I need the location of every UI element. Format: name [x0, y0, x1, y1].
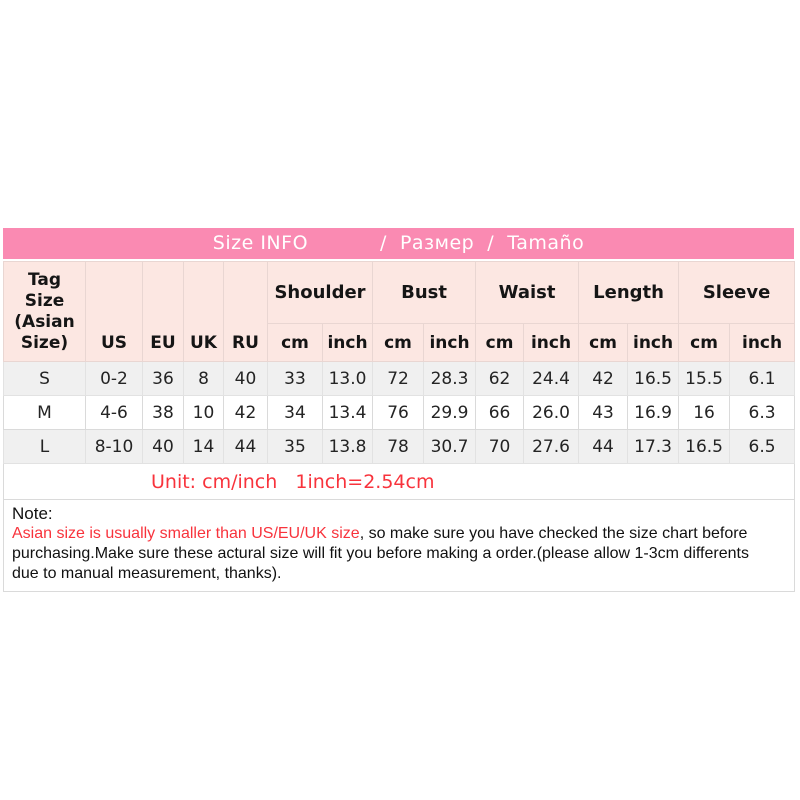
table-cell: 66: [476, 396, 524, 430]
unit-note: Unit: cm/inch 1inch=2.54cm: [4, 464, 795, 500]
header-row-groups: [4, 262, 795, 324]
sleeve-group-header: Sleeve: [679, 262, 795, 324]
table-cell: 29.9: [424, 396, 476, 430]
table-cell: 16.5: [628, 362, 679, 396]
table-cell: 26.0: [524, 396, 579, 430]
table-cell: 16: [679, 396, 730, 430]
table-cell: 17.3: [628, 430, 679, 464]
table-cell: 10: [184, 396, 224, 430]
note-red-text: Asian size is usually smaller than US/EU/UK size: [12, 525, 360, 542]
ru-column-header: RU: [224, 262, 268, 362]
note-section: [4, 500, 795, 592]
table-cell: 35: [268, 430, 323, 464]
table-row-s: [4, 362, 795, 396]
table-cell: 42: [224, 396, 268, 430]
note-line-2: purchasing.Make sure these actural size will fit you before making a order.(please allow 1-3cm differents: [12, 545, 749, 562]
table-cell: 13.4: [323, 396, 373, 430]
banner-title: Size INFO / Размер / Tamaño: [212, 232, 585, 254]
table-cell: 13.0: [323, 362, 373, 396]
table-cell: 40: [143, 430, 184, 464]
note-row: [4, 500, 795, 592]
unit-header-inch: inch: [730, 324, 795, 362]
table-cell: 14: [184, 430, 224, 464]
table-cell: 16.9: [628, 396, 679, 430]
size-label-cell: M: [4, 396, 86, 430]
unit-header-cm: cm: [679, 324, 730, 362]
table-cell: 40: [224, 362, 268, 396]
table-cell: 72: [373, 362, 424, 396]
table-cell: 24.4: [524, 362, 579, 396]
table-cell: 33: [268, 362, 323, 396]
size-label-cell: L: [4, 430, 86, 464]
table-cell: 0-2: [86, 362, 143, 396]
eu-column-header: EU: [143, 262, 184, 362]
table-row-l: [4, 430, 795, 464]
table-cell: 70: [476, 430, 524, 464]
size-table: [3, 261, 795, 592]
note-line-1-rest: , so make sure you have checked the size chart before: [359, 525, 748, 542]
table-cell: 27.6: [524, 430, 579, 464]
unit-header-inch: inch: [424, 324, 476, 362]
table-cell: 44: [224, 430, 268, 464]
unit-note-row: [4, 464, 795, 500]
table-cell: 8: [184, 362, 224, 396]
table-cell: 36: [143, 362, 184, 396]
table-cell: 43: [579, 396, 628, 430]
uk-column-header: UK: [184, 262, 224, 362]
waist-group-header: Waist: [476, 262, 579, 324]
us-column-header: US: [86, 262, 143, 362]
table-cell: 6.3: [730, 396, 795, 430]
table-cell: 4-6: [86, 396, 143, 430]
table-cell: 62: [476, 362, 524, 396]
table-cell: 30.7: [424, 430, 476, 464]
table-row-m: [4, 396, 795, 430]
table-cell: 16.5: [679, 430, 730, 464]
unit-header-cm: cm: [579, 324, 628, 362]
table-cell: 34: [268, 396, 323, 430]
size-chart: [3, 228, 794, 592]
table-cell: 44: [579, 430, 628, 464]
note-line-1: [12, 524, 786, 544]
unit-header-cm: cm: [268, 324, 323, 362]
table-cell: 6.5: [730, 430, 795, 464]
unit-header-cm: cm: [373, 324, 424, 362]
note-label: Note:: [12, 504, 53, 523]
table-cell: 6.1: [730, 362, 795, 396]
table-cell: 15.5: [679, 362, 730, 396]
size-info-banner: [3, 228, 794, 259]
table-cell: 78: [373, 430, 424, 464]
shoulder-group-header: Shoulder: [268, 262, 373, 324]
unit-header-inch: inch: [524, 324, 579, 362]
table-cell: 38: [143, 396, 184, 430]
table-cell: 76: [373, 396, 424, 430]
table-cell: 28.3: [424, 362, 476, 396]
note-line-3: due to manual measurement, thanks).: [12, 565, 282, 582]
table-cell: 8-10: [86, 430, 143, 464]
tag-size-header: Tag Size (Asian Size): [4, 262, 86, 362]
bust-group-header: Bust: [373, 262, 476, 324]
unit-header-inch: inch: [323, 324, 373, 362]
unit-header-cm: cm: [476, 324, 524, 362]
table-cell: 42: [579, 362, 628, 396]
unit-header-inch: inch: [628, 324, 679, 362]
length-group-header: Length: [579, 262, 679, 324]
table-cell: 13.8: [323, 430, 373, 464]
size-label-cell: S: [4, 362, 86, 396]
